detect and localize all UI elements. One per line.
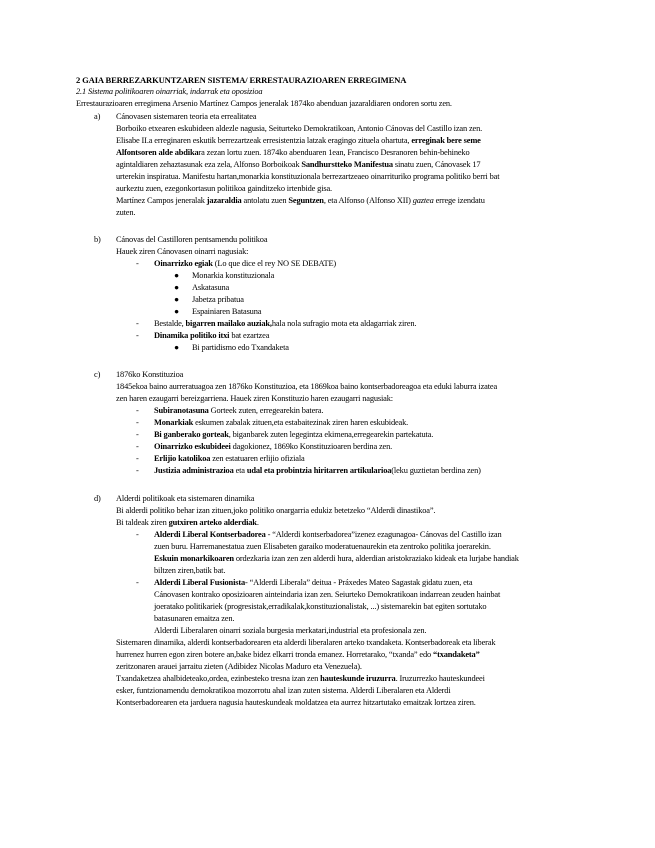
section-c-line: 1845ekoa baino aurreratuagoa zen 1876ko Konstituzioa, eta 1869koa baino kontserbadoreagoa eta eduki laburra izatea — [116, 382, 498, 391]
list-item-line: Alderdi Liberalaren oinarri soziala burgesia merkatari,industrial eta profesionala zen. — [154, 626, 427, 635]
list-item: Erlijio katolikoa zen estatuaren erlijio ofiziala — [154, 454, 305, 463]
section-d-line: esker, funtzionamendu demokratikoa mozorrotu ahal izan zuten sistema. Alderdi Liberalaren eta Alderdi — [116, 686, 451, 695]
list-item-line: zuen buru. Harremanestatua zuen Elisabeten garaiko moderatuenaurekin eta zentroko politika joerarekin. — [154, 542, 491, 551]
list-item-line: joeratako politikariek (progresistak,erradikalak,konstituzionalistak, ...) sistemarekin bat egiten sortutako — [154, 602, 487, 611]
bullet-dash: - — [136, 331, 139, 340]
section-b-heading: Cánovas del Castilloren pentsamendu politikoa — [116, 235, 268, 244]
section-d-heading: Alderdi politikoak eta sistemaren dinamika — [116, 494, 255, 503]
list-item: Monarkiak eskumen zabalak zituen,eta estabaitezinak ziren haren eskubideak. — [154, 418, 409, 427]
list-item: Subiranotasuna Gorteek zuten, erregearekin batera. — [154, 406, 324, 415]
bullet-dash: - — [136, 578, 139, 587]
bullet-dash: - — [136, 259, 139, 268]
bullet-dash: - — [136, 418, 139, 427]
bullet-dash: - — [136, 466, 139, 475]
section-d-marker: d) — [94, 494, 101, 503]
bullet-dash: - — [136, 454, 139, 463]
page-title: 2 GAIA BERREZARKUNTZAREN SISTEMA/ ERRESTAURAZIOAREN ERREGIMENA — [76, 75, 407, 85]
section-d-line: Bi taldeak ziren gutxiren arteko alderdiak. — [116, 518, 259, 527]
section-a-line: Borboiko etxearen eskubideen aldezle nagusia, Seiturteko Demokratikoan, Antonio Cánovas del Castillo izan zen. — [116, 124, 483, 133]
list-item: Dinamika politiko itxi bat ezartzea — [154, 331, 270, 340]
section-a-line: Martínez Campos jeneralak jazaraldia antolatu zuen Seguntzen, eta Alfonso (Alfonso XII) gaztea errege izendatu — [116, 196, 485, 205]
section-a-marker: a) — [94, 112, 101, 121]
list-item: Bestalde, bigarren mailako auziak,hala nola sufragio mota eta aldagarriak ziren. — [154, 319, 417, 328]
section-b-intro: Hauek ziren Cánovasen oinarri nagusiak: — [116, 247, 249, 256]
section-d-line: Bi alderdi politiko behar izan zituen,joko politiko onargarria edukiz betetzeko “Alderdi dinastikoa”. — [116, 506, 436, 515]
section-b-marker: b) — [94, 235, 101, 244]
bullet-dot-icon: ● — [174, 295, 179, 304]
section-a-line: Alfontsoren alde abdikara zezan lortu zuen. 1874ko abenduaren 1ean, Francisco Desranoren behin-behineko — [116, 148, 470, 157]
section-a-heading: Cánovasen sistemaren teoria eta errealitatea — [116, 112, 257, 121]
bullet-dot-icon: ● — [174, 271, 179, 280]
sub-list-item: Askatasuna — [192, 283, 230, 292]
list-item-line: Eskuin monarkikoaren ordezkaria izan zen zen alderdi hura, alderdian aristokraziako kideak eta lurjabe handiak — [154, 554, 519, 563]
bullet-dash: - — [136, 430, 139, 439]
sub-list-item: Bi partidismo edo Txandaketa — [192, 343, 289, 352]
section-c-marker: c) — [94, 370, 101, 379]
list-item: Oinarrizko egiak (Lo que dice el rey NO SE DEBATE) — [154, 259, 337, 268]
section-d-line: Txandaketzea ahalbideteako,ordea, ezinbesteko tresna izan zen hauteskunde iruzurra. Iruzurrezko hauteskundeei — [116, 674, 485, 683]
bullet-dash: - — [136, 406, 139, 415]
section-a-line: zuten. — [116, 208, 136, 217]
bullet-dot-icon: ● — [174, 343, 179, 352]
list-item: Justizia administrazioa eta udal eta probintzia hiritarren artikularioa(leku guztietan berdina zen) — [154, 466, 481, 475]
list-item: Alderdi Liberal Kontserbadorea - “Alderdi kontserbadorea”izenez ezagunagoa- Cánovas del Castillo izan — [154, 530, 502, 539]
section-a-line: urterekin inspiratua. Manifestu hartan,monarkia konstituzionala berrezartzeaeo oinarrituriko programa politiko berri bat — [116, 172, 500, 181]
list-item-line: batasunaren emaitza zen. — [154, 614, 235, 623]
section-c-heading: 1876ko Konstituzioa — [116, 370, 184, 379]
intro-paragraph: Errestaurazioaren erregimena Arsenio Martínez Campos jeneralak 1874ko abenduan jazaraldiaren ondoren sortu zen. — [76, 99, 452, 108]
sub-list-item: Monarkia konstituzionala — [192, 271, 275, 280]
section-d-line: Kontserbadorearen eta jarduera nagusia hauteskundeak moldatzea eta aurrez hitzartutako emaitzak lortzea ziren. — [116, 698, 476, 707]
list-item: Bi ganberako gorteak, biganbarek zuten legegintza ekimena,erregearekin partekatuta. — [154, 430, 434, 439]
section-subtitle: 2.1 Sistema politikoaren oinarriak, indarrak eta oposizioa — [76, 87, 263, 96]
list-item: Alderdi Liberal Fusionista- “Alderdi Liberala” deitua - Práxedes Mateo Sagastak gidatu zuen, eta — [154, 578, 473, 587]
bullet-dash: - — [136, 319, 139, 328]
section-a-line: agintaldiaren zehaztasunak eza zela, Alfonso Borboikoak Sandhurstteko Manifestua sinatu zuen, Cánovasek 17 — [116, 160, 481, 169]
bullet-dash: - — [136, 442, 139, 451]
section-d-line: zeritzonaren arauei jarraitu zieten (Adibidez Nicolas Maduro eta Venezuela). — [116, 662, 362, 671]
section-a-line: Elisabe II.a erreginaren eskutik berrezartzeak erresistentzia latzak eragingo zituela ohartuta, erreginak bere seme — [116, 136, 481, 145]
sub-list-item: Jabetza pribatua — [192, 295, 244, 304]
section-d-line: hurrenez hurren egon ziren botere an,bake bidez elkarri tronda emanez. Horretarako, “txanda” edo “txandaketa” — [116, 650, 480, 659]
section-a-line: aurkeztu zuen, ezegonkortasun politikoa gainditzeko irtenbide gisa. — [116, 184, 332, 193]
bullet-dash: - — [136, 530, 139, 539]
list-item: Oinarrizko eskubideei dagokionez, 1869ko Konstituzioaren berdina zen. — [154, 442, 393, 451]
sub-list-item: Espainiaren Batasuna — [192, 307, 262, 316]
bullet-dot-icon: ● — [174, 283, 179, 292]
list-item-line: Cánovasen kontrako oposizioaren ainteindaria izan zen. Seiurteko Demokratikoan indarrean zeuden hainbat — [154, 590, 501, 599]
list-item-line: biltzen ziren,batik bat. — [154, 566, 226, 575]
section-d-line: Sistemaren dinamika, alderdi kontserbadorearen eta alderdi liberalaren arteko txandaketa. Kontserbadoreak eta liberak — [116, 638, 496, 647]
bullet-dot-icon: ● — [174, 307, 179, 316]
section-c-line: zen haren ezaugarri bereizgarriena. Hauek ziren Konstituzio haren ezaugarri nagusiak: — [116, 394, 393, 403]
